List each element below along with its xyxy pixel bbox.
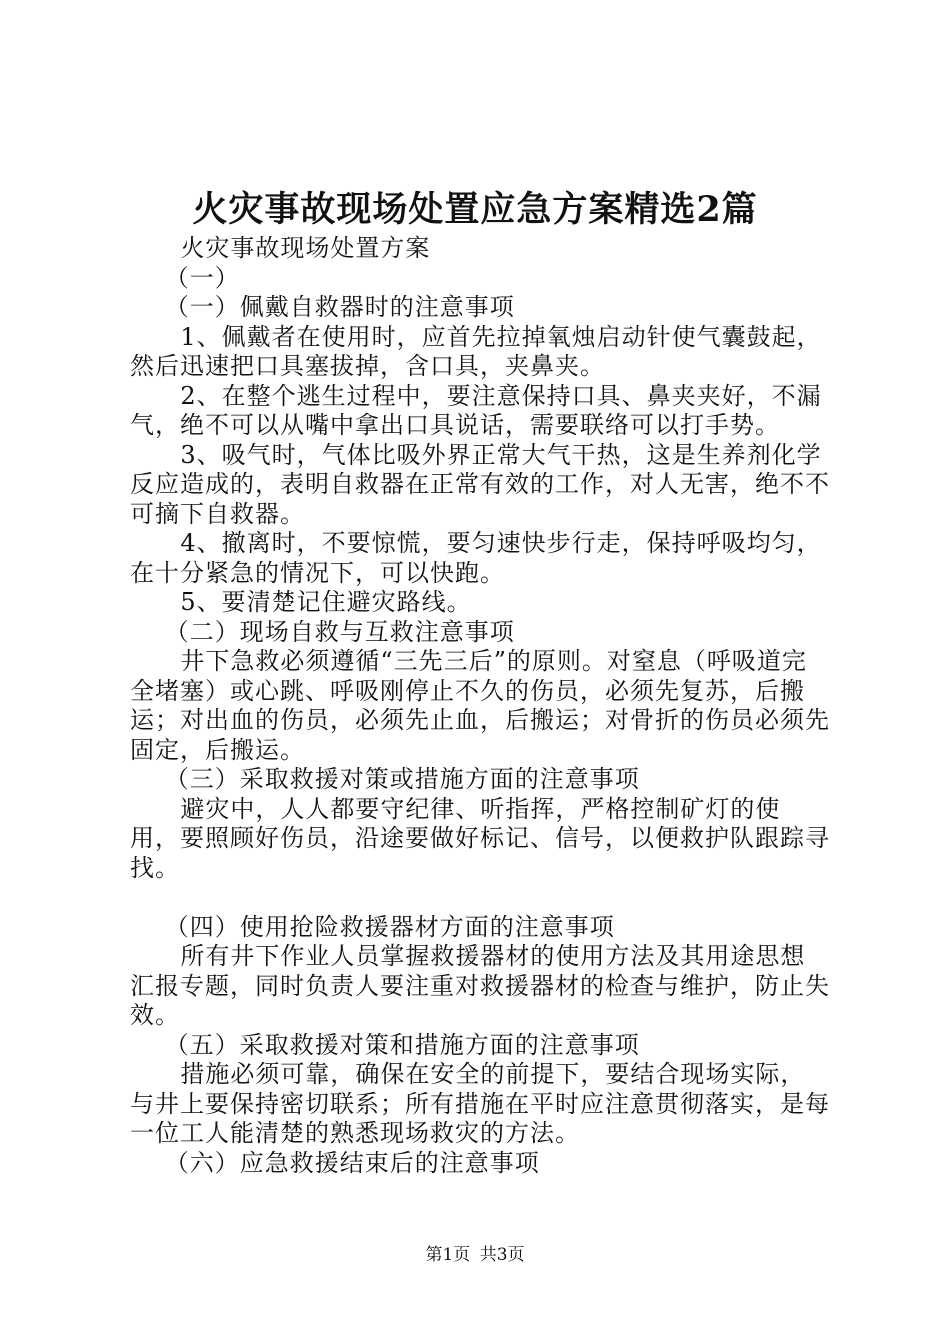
paragraph-equipment: 所有井下作业人员掌握救援器材的使用方法及其用途思想汇报专题，同时负责人要注重对救援器材的检查与维护，防止失效。 <box>130 942 830 1029</box>
section-heading-2: （二）现场自救与互救注意事项 <box>164 617 515 646</box>
paragraph-item-3: 3、吸气时，气体比吸外界正常大气干热，这是生养剂化学反应造成的，表明自救器在正常有效的工作，对人无害，绝不不可摘下自救器。 <box>130 440 830 528</box>
paragraph-item-1: 1、佩戴者在使用时，应首先拉掉氧烛启动针使气囊鼓起，然后迅速把口具塞拔掉，含口具，夹鼻夹。 <box>130 322 822 380</box>
section-heading-6: （六）应急救援结束后的注意事项 <box>164 1148 540 1177</box>
section-heading-5: （五）采取救援对策和措施方面的注意事项 <box>164 1030 640 1059</box>
section-heading-3: （三）采取救援对策或措施方面的注意事项 <box>164 765 640 793</box>
document-title: 火灾事故现场处置应急方案精选2篇 <box>192 189 758 230</box>
paragraph-item-2: 2、在整个逃生过程中，要注意保持口具、鼻夹夹好，不漏气，绝不可以从嘴中拿出口具说话，需要联络可以打手势。 <box>130 381 822 439</box>
page-number: 第1页 <box>425 1245 471 1265</box>
page-footer <box>0 1244 950 1266</box>
paragraph-subtitle: 火灾事故现场处置方案 <box>180 234 431 262</box>
paragraph-item-5: 5、要清楚记住避灾路线。 <box>180 588 472 616</box>
section-heading-4: （四）使用抢险救援器材方面的注意事项 <box>164 912 615 941</box>
page-total: 共3页 <box>479 1245 525 1265</box>
section-number: （一） <box>164 263 240 292</box>
document-body <box>130 234 830 1178</box>
paragraph-measures: 措施必须可靠，确保在安全的前提下，要结合现场实际，与井上要保持密切联系；所有措施在平时应注意贯彻落实，是每一位工人能清楚的熟悉现场救灾的方法。 <box>130 1060 830 1147</box>
paragraph-first-aid: 井下急救必须遵循“三先三后”的原则。对窒息（呼吸道完全堵塞）或心跳、呼吸刚停止不久的伤员，必须先复苏，后搬运；对出血的伤员，必须先止血，后搬运；对骨折的伤员必须先固定，后搬运。 <box>130 647 830 764</box>
section-heading-1: （一）佩戴自救器时的注意事项 <box>164 293 515 321</box>
paragraph-item-4: 4、撤离时，不要惊慌，要匀速快步行走，保持呼吸均匀，在十分紧急的情况下，可以快跑。 <box>130 529 822 587</box>
paragraph-evacuation: 避灾中，人人都要守纪律、听指挥，严格控制矿灯的使用，要照顾好伤员，沿途要做好标记、信号，以便救护队跟踪寻找。 <box>130 794 830 882</box>
